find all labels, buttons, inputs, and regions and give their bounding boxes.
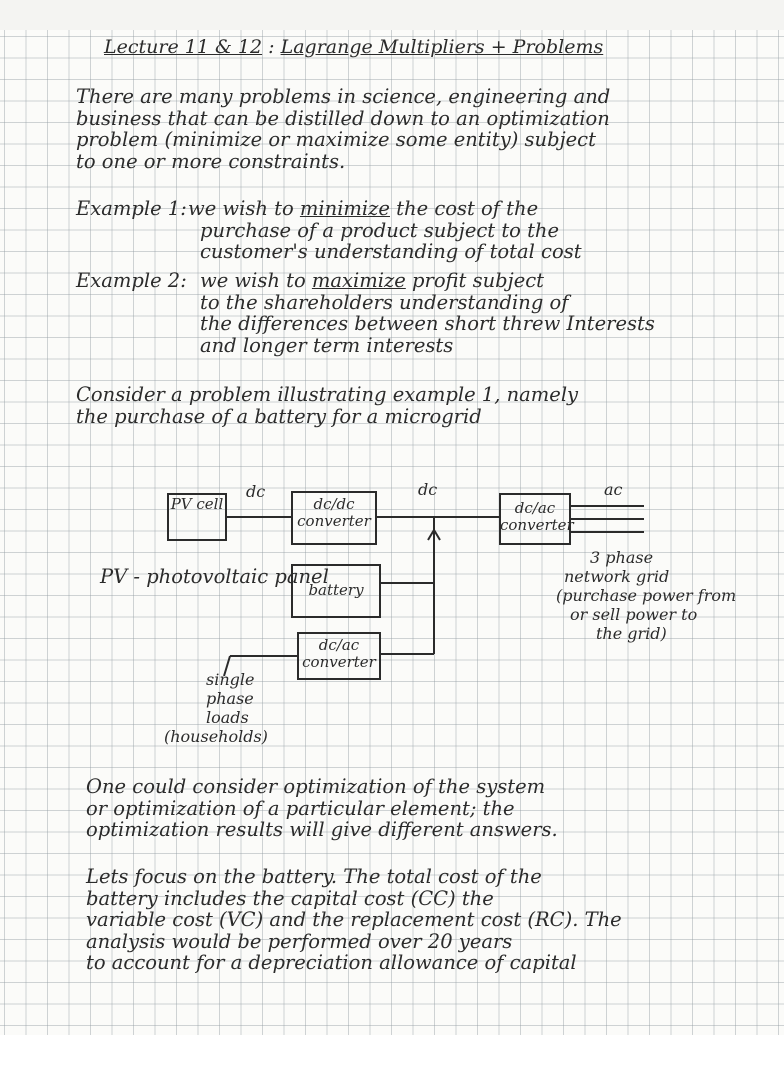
battery-label: battery bbox=[308, 581, 364, 599]
grid-note-line: (purchase power from bbox=[556, 586, 737, 605]
example1-line: customer's understanding of total cost bbox=[200, 240, 582, 263]
grid-note bbox=[556, 548, 736, 643]
consider-line: Consider a problem illustrating example 1, namely bbox=[76, 383, 579, 406]
battery-focus-line: battery includes the capital cost (CC) the bbox=[86, 886, 494, 910]
grid-note-line: network grid bbox=[564, 567, 670, 586]
battery-focus-line: Lets focus on the battery. The total cost of the bbox=[86, 865, 542, 888]
pv-cell-label: PV cell bbox=[170, 495, 224, 513]
example2-line: and longer term interests bbox=[200, 333, 454, 357]
title-main: Lagrange Multipliers + Problems bbox=[280, 36, 604, 58]
dcac-bottom-converter-label: dc/ac converter bbox=[302, 636, 376, 671]
ac-label: ac bbox=[604, 480, 623, 499]
dcdc-converter-label: dc/dc converter bbox=[297, 495, 371, 530]
pv-note: PV - photovoltaic panel bbox=[100, 565, 329, 588]
grid-note-line: the grid) bbox=[596, 624, 667, 643]
battery-focus-line: analysis would be performed over 20 years bbox=[86, 929, 513, 953]
optimization-paragraph bbox=[86, 776, 558, 841]
example1-line: purchase of a product subject to the bbox=[200, 218, 560, 242]
dc-label-1: dc bbox=[246, 482, 266, 501]
intro-line: There are many problems in science, engineering and bbox=[76, 85, 611, 108]
battery-focus-line: to account for a depreciation allowance of capital bbox=[86, 951, 577, 974]
title-separator: : bbox=[268, 36, 275, 58]
grid-note-line: or sell power to bbox=[570, 605, 698, 624]
title-prefix: Lecture 11 & 12 bbox=[104, 36, 263, 58]
example2-line: the differences between short threw Interests bbox=[200, 312, 655, 335]
consider-line: the purchase of a battery for a microgrid bbox=[76, 404, 482, 428]
intro-line: problem (minimize or maximize some entity) subject bbox=[76, 128, 596, 151]
example1-line: we wish to minimize the cost of the bbox=[188, 197, 539, 220]
loads-note-line: (households) bbox=[164, 727, 268, 746]
optimization-line: or optimization of a particular element; the bbox=[86, 796, 515, 820]
loads-note-line: single bbox=[206, 670, 255, 689]
example1-label: Example 1: bbox=[76, 197, 187, 220]
intro-line: to one or more constraints. bbox=[76, 149, 346, 173]
example2-line: to the shareholders understanding of bbox=[200, 290, 569, 314]
battery-focus-line: variable cost (VC) and the replacement cost (RC). The bbox=[86, 908, 622, 931]
loads-note-line: loads bbox=[206, 708, 249, 727]
grid-note-line: 3 phase bbox=[590, 548, 654, 567]
optimization-line: optimization results will give different answers. bbox=[86, 818, 558, 841]
example2-keyword: maximize bbox=[311, 269, 406, 292]
loads-note bbox=[164, 670, 268, 746]
battery-focus-paragraph bbox=[86, 866, 622, 974]
example2-line: we wish to maximize profit subject bbox=[200, 269, 544, 292]
example2-label: Example 2: bbox=[76, 269, 187, 292]
example1-keyword: minimize bbox=[299, 197, 390, 220]
loads-note-line: phase bbox=[206, 689, 254, 708]
dcac-top-converter-label: dc/ac converter bbox=[500, 499, 574, 534]
intro-line: business that can be distilled down to an optimization bbox=[76, 106, 610, 130]
dc-label-2: dc bbox=[418, 480, 438, 499]
optimization-line: One could consider optimization of the system bbox=[86, 775, 546, 798]
